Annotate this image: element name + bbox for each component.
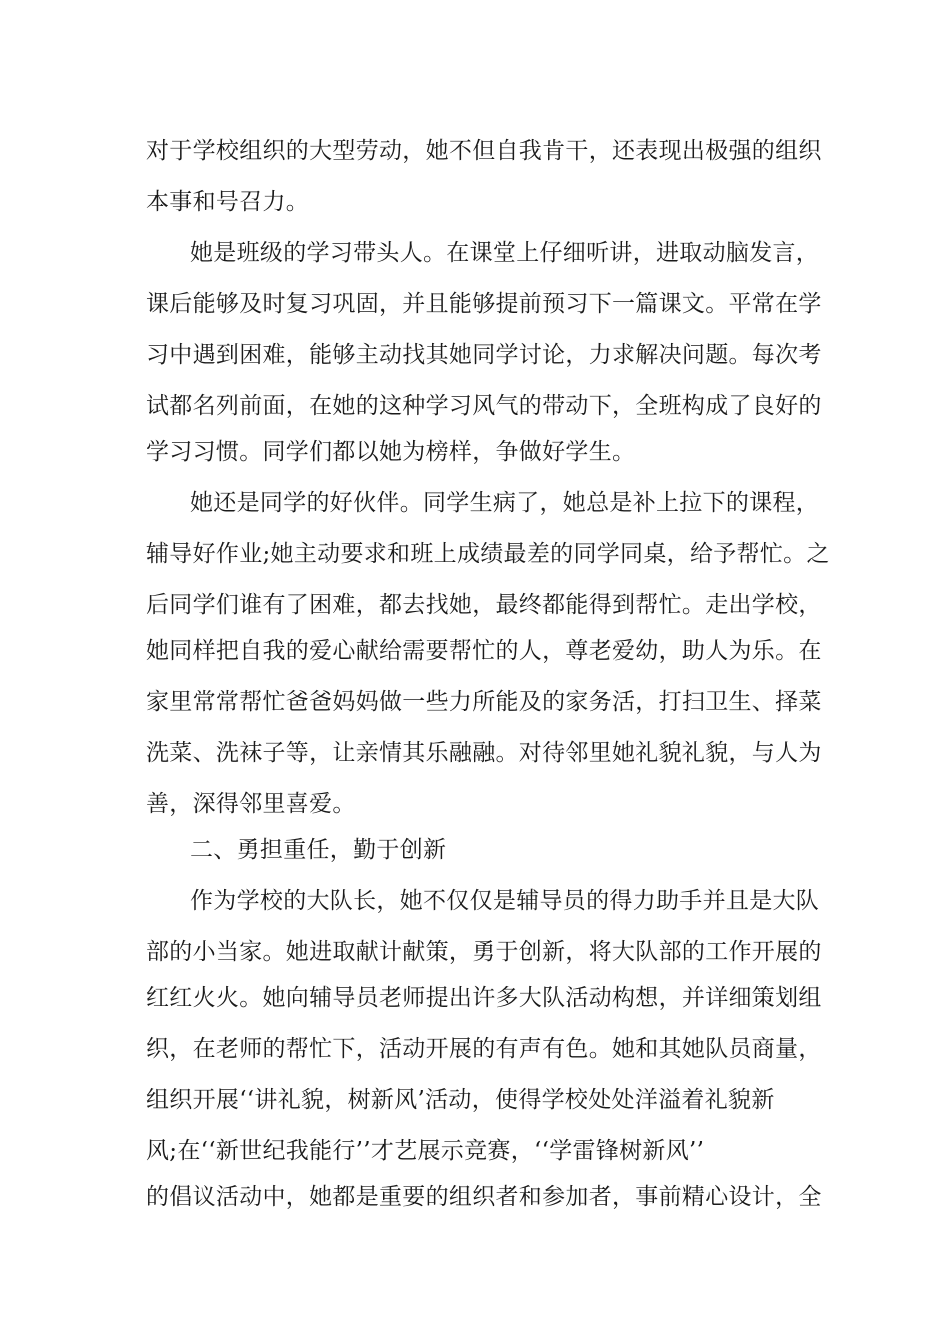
text-line-7: 学习习惯。同学们都以她为榜样，争做好学生。: [146, 439, 636, 465]
text-line-22: 的倡议活动中，她都是重要的组织者和参加者，事前精心设计，全: [146, 1184, 822, 1210]
text-line-6: 试都名列前面，在她的这种学习风气的带动下，全班构成了良好的: [146, 393, 822, 419]
text-line-12: 家里常常帮忙爸爸妈妈做一些力所能及的家务活，打扫卫生、择菜: [146, 689, 822, 715]
text-line-9: 辅导好作业;她主动要求和班上成绩最差的同学同桌，给予帮忙。之: [146, 541, 830, 567]
text-line-14: 善，深得邻里喜爱。: [146, 791, 356, 817]
text-line-16: 作为学校的大队长，她不仅仅是辅导员的得力助手并且是大队: [190, 888, 820, 914]
section-heading: 二、勇担重任，勤于创新: [190, 837, 447, 863]
text-line-5: 习中遇到困难，能够主动找其她同学讨论，力求解决问题。每次考: [146, 342, 822, 368]
text-line-10: 后同学们谁有了困难，都去找她，最终都能得到帮忙。走出学校，: [146, 592, 822, 618]
text-line-20: 组织开展‘‘讲礼貌，树新风’活动，使得学校处处洋溢着礼貌新: [146, 1087, 775, 1113]
text-line-17: 部的小当家。她进取献计献策，勇于创新，将大队部的工作开展的: [146, 939, 822, 965]
text-line-11: 她同样把自我的爱心献给需要帮忙的人，尊老爱幼，助人为乐。在: [146, 638, 822, 664]
text-line-1: 对于学校组织的大型劳动，她不但自我肯干，还表现出极强的组织: [146, 138, 822, 164]
text-line-18: 红红火火。她向辅导员老师提出许多大队活动构想，并详细策划组: [146, 985, 822, 1011]
text-line-19: 织，在老师的帮忙下，活动开展的有声有色。她和其她队员商量，: [146, 1036, 822, 1062]
text-line-4: 课后能够及时复习巩固，并且能够提前预习下一篇课文。平常在学: [146, 291, 822, 317]
text-line-13: 洗菜、洗袜子等，让亲情其乐融融。对待邻里她礼貌礼貌，与人为: [146, 740, 822, 766]
text-line-3: 她是班级的学习带头人。在课堂上仔细听讲，进取动脑发言，: [190, 240, 820, 266]
text-line-2: 本事和号召力。: [146, 189, 310, 215]
text-line-8: 她还是同学的好伙伴。同学生病了，她总是补上拉下的课程，: [190, 490, 820, 516]
text-line-21: 风;在‘‘新世纪我能行’’才艺展示竞赛，‘‘学雷锋树新风’’: [146, 1138, 705, 1164]
